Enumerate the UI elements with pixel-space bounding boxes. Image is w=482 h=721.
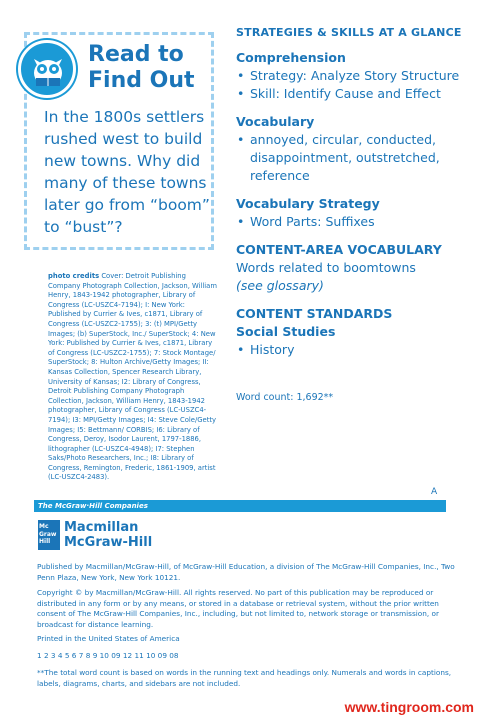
list-item: • History	[236, 341, 466, 359]
vocabulary-title: Vocabulary	[236, 114, 315, 129]
owl-reading-icon	[18, 40, 76, 98]
content-area-vocabulary-title: CONTENT-AREA VOCABULARY	[236, 242, 442, 257]
standards-subject: Social Studies	[236, 324, 336, 339]
skills-heading: STRATEGIES & SKILLS AT A GLANCE	[236, 26, 462, 39]
vocabulary-list	[236, 131, 466, 185]
comprehension-title: Comprehension	[236, 50, 346, 65]
photo-credits	[48, 272, 218, 483]
copyright-notice: Copyright © by Macmillan/McGraw-Hill. All rights reserved. No part of this publication may be reproduced or distributed in any form or by any means, or stored in a database or retrieval system, without the prior written consent of The McGraw-Hill Companies, Inc., including, but not limited to, network storage or transmission, or broadcast for distance learning.	[37, 588, 439, 629]
publisher-band	[34, 500, 446, 512]
list-item: • Strategy: Analyze Story Structure	[236, 67, 466, 85]
word-count-footnote: **The total word count is based on words in the running text and headings only. Numerals and words in captions, labels, diagrams, charts, and sidebars are not included.	[37, 668, 452, 688]
vocabulary-strategy-title: Vocabulary Strategy	[236, 196, 380, 211]
published-by: Published by Macmillan/McGraw-Hill, of McGraw-Hill Education, a division of The McGraw-Hill Companies, Inc., Two Penn Plaza, New York, New York 10121.	[37, 562, 455, 582]
list-item: • annoyed, circular, conducted, disappointment, outstretched, reference	[236, 131, 466, 185]
content-area-vocabulary-text: Words related to boomtowns	[236, 260, 416, 275]
comprehension-list	[236, 67, 466, 103]
publisher-name-line-2: McGraw-Hill	[64, 535, 153, 550]
standards-list	[236, 341, 466, 359]
mcgraw-hill-logo-icon: Mc Graw Hill	[38, 520, 60, 550]
word-count: Word count: 1,692**	[236, 392, 334, 403]
guiding-question: In the 1800s settlers rushed west to build new towns. Why did many of these towns later go from “boom” to “bust”?	[44, 108, 210, 236]
photo-credits-text: Cover: Detroit Publishing Company Photograph Collection, Jackson, William Henry, 1843-1942 photographer, Library of Congress (LC-USZC4-7194); I: New York: Published by Currier & Ives, c1871, Library of Congress (LC-USZC2-1755); 3: (t) MPI/Getty Images; (b) SuperStock, Inc./ SuperStock; 4: New York: Published by Currier & Ives, c1871, Library of Congress (LC-USZC2-1755); 7: Stock Montage/ SuperStock; 8: Hulton Archive/Getty Images; II: Kansas Collection, Spencer Research Library, University of Kansas; I2: Library of Congress, Detroit Publishing Company Photograph Collection, Jackson, William Henry, 1843-1942 photographer, Library of Congress (LC-USZC4-7194); I3: MPI/Getty Images; I4: Steve Cole/Getty Images; I5: Bettmann/ CORBIS; I6: Library of Congress, Deroy, Isodor Laurent, 1797-1886, lithographer (LC-USZC4-4948); I7: Stephen Saks/Photo Researchers, Inc.; I8: Library of Congress, Remington, Frederic, 1861-1909, artist (LC-USZC4-2483).	[48, 272, 217, 482]
publisher-name-line-1: Macmillan	[64, 520, 139, 535]
content-standards-title: CONTENT STANDARDS	[236, 306, 393, 321]
list-item: • Skill: Identify Cause and Effect	[236, 85, 466, 103]
page-letter: A	[431, 487, 438, 497]
photo-credits-label: photo credits	[48, 272, 100, 280]
glossary-note: (see glossary)	[236, 278, 324, 293]
printed-in: Printed in the United States of America	[37, 634, 180, 643]
skills-at-a-glance	[236, 26, 466, 359]
print-line: 1 2 3 4 5 6 7 8 9 10 09 12 11 10 09 08	[37, 651, 179, 660]
list-item: • Word Parts: Suffixes	[236, 213, 466, 231]
publisher-band-text: The McGraw·Hill Companies	[38, 502, 148, 510]
watermark: www.tingroom.com	[344, 699, 474, 715]
publisher-name	[64, 520, 152, 550]
title-line-1: Read to	[88, 42, 184, 67]
read-to-find-out-title	[88, 42, 195, 94]
title-line-2: Find Out	[88, 68, 195, 93]
vocabulary-strategy-list	[236, 213, 466, 231]
